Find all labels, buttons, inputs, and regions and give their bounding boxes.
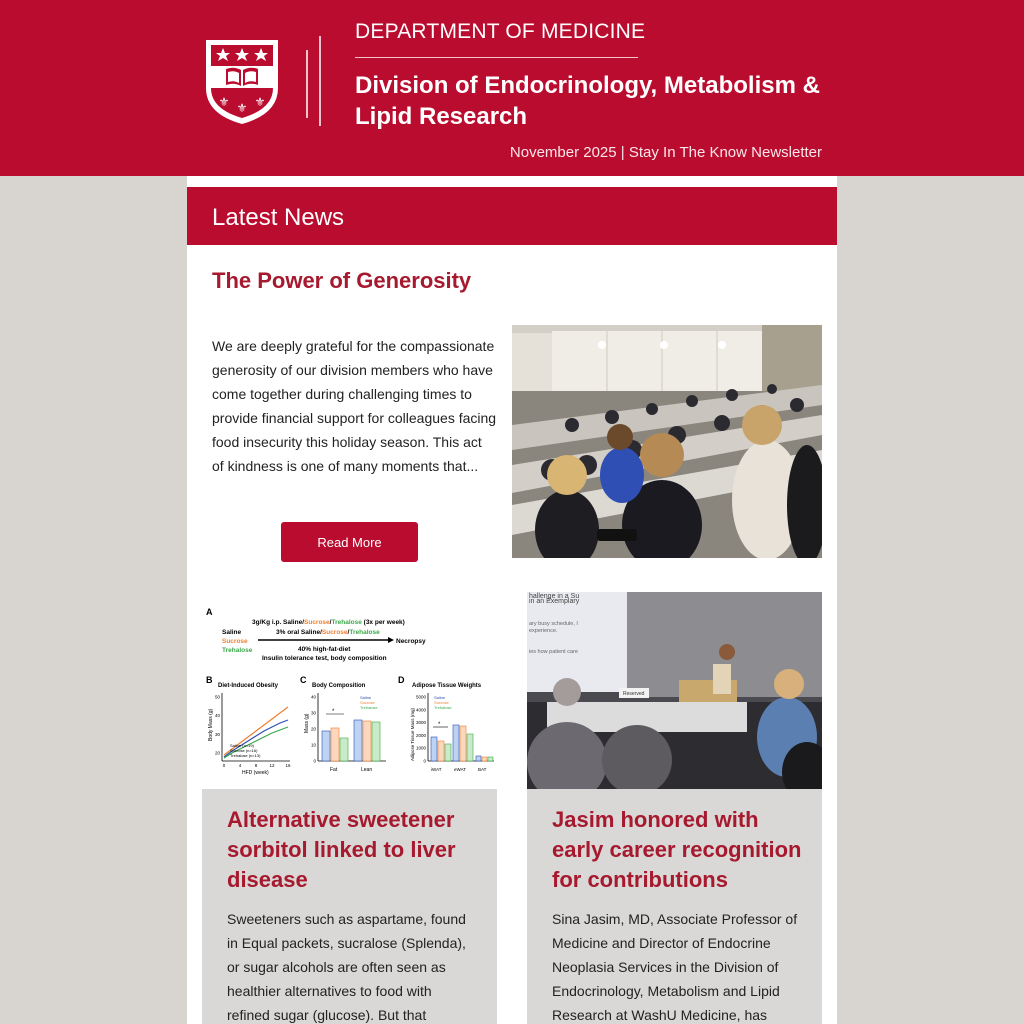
panel-b-xlabel: HFD (week) <box>242 770 269 776</box>
panel-c-legend-saline: Saline <box>360 695 372 700</box>
c-yticks-tick: 10 <box>310 742 316 748</box>
b-xticks-tick: 0 <box>222 763 226 768</box>
b-yticks-tick: 40 <box>214 713 220 719</box>
slide-text-4: experience. <box>529 628 558 634</box>
panel-c-title: Body Composition <box>312 683 366 689</box>
latest-news-banner <box>187 187 837 245</box>
slide-text-3: ary busy schedule, I <box>529 621 578 627</box>
b-xticks-tick: 8 <box>254 763 258 768</box>
newsletter-issue: November 2025 | Stay In The Know Newsletter <box>509 144 822 161</box>
article-title[interactable]: Jasim honored with early career recognition for contributions <box>552 807 802 892</box>
panel-b-x-ticks <box>223 763 291 768</box>
feature-summary: We are deeply grateful for the compassionate generosity of our division members who have come together during challenging times to provide financial support for colleagues facing food insecurity this holiday season. This act of kindness is one of many moments that... <box>212 338 497 474</box>
panel-c-legend-trehalose: Trehalose <box>360 705 378 710</box>
b-yticks-tick: 20 <box>214 750 220 756</box>
protocol-line-2: 3% oral Saline/Sucrose/Trehalose <box>276 629 380 636</box>
d-yticks-tick: 5000 <box>415 694 426 700</box>
b-yticks-tick: 30 <box>214 731 220 737</box>
d-yticks-tick: 4000 <box>415 707 426 713</box>
legend-trehalose: Trehalose <box>222 647 253 654</box>
panel-d-ylabel: Adipose Tissue Mass (mg) <box>410 707 415 761</box>
b-yticks-tick: 50 <box>214 694 220 700</box>
panel-b-label: B <box>206 675 213 685</box>
legend-sucrose: Sucrose <box>222 638 248 645</box>
panel-d-legend-saline: Saline <box>434 695 446 700</box>
newsletter-body <box>187 176 837 1024</box>
panel-c-y-ticks <box>311 695 317 764</box>
c-yticks-tick: 40 <box>310 694 316 700</box>
divider-line <box>306 50 308 118</box>
svg-text:⚜: ⚜ <box>254 95 266 109</box>
panel-b-ylabel: Body Mass (g) <box>208 708 214 741</box>
divider-line <box>319 36 321 126</box>
panel-d-cat-ewat: eWAT <box>454 767 466 772</box>
lecture-hall-photo[interactable] <box>512 325 822 558</box>
svg-text:⚜: ⚜ <box>236 101 248 115</box>
svg-text:⚜: ⚜ <box>218 95 230 109</box>
d-yticks-tick: 1000 <box>415 745 426 751</box>
speaker-event-photo[interactable] <box>527 592 822 789</box>
panel-c-sig-star: * <box>332 709 335 715</box>
protocol-line-1: 3g/Kg i.p. Saline/Sucrose/Trehalose (3x per week) <box>252 619 405 626</box>
legend-saline: Saline <box>222 629 242 636</box>
panel-d-title: Adipose Tissue Weights <box>412 683 482 689</box>
b-xticks-tick: 16 <box>285 763 291 768</box>
panel-c-ylabel: Mass (g) <box>304 713 310 733</box>
c-yticks-tick: 30 <box>310 710 316 716</box>
panel-b-legend-3: Trehalose (n=13) <box>230 753 261 758</box>
panel-c-cat-lean: Lean <box>361 767 373 773</box>
c-yticks-tick: 20 <box>310 726 316 732</box>
panel-d-legend-trehalose: Trehalose <box>434 705 452 710</box>
department-rule <box>355 57 638 58</box>
slide-text-5: ies how patient care <box>529 649 578 655</box>
panel-d-cat-iwat: iWAT <box>431 767 442 772</box>
slide-text-2: in an Exemplary <box>529 598 580 605</box>
reserved-sign: Reserved <box>623 691 645 697</box>
article-title[interactable]: Alternative sweetener sorbitol linked to liver disease <box>227 807 456 892</box>
article-summary: Sina Jasim, MD, Associate Professor of Medicine and Director of Endocrine Neoplasia Services in the Division of Endocrinology, Metabolism and Lipid Research at WashU Medicine, has <box>552 911 798 1023</box>
panel-c-cat-fat: Fat <box>330 767 338 773</box>
panel-d-cat-bat: BAT <box>478 767 487 772</box>
b-xticks-tick: 4 <box>238 763 242 768</box>
panel-d-y-ticks <box>416 695 427 764</box>
d-yticks-tick: 0 <box>423 758 426 764</box>
panel-c-bars <box>322 720 380 761</box>
tests-label: Insulin tolerance test, body composition <box>262 655 387 662</box>
article-summary: Sweeteners such as aspartame, found in Equal packets, sucralose (Splenda), or sugar alcohols are often seen as healthier alternatives to food with refined sugar (glucose). But that <box>227 911 466 1023</box>
d-yticks-tick: 3000 <box>415 720 426 726</box>
necropsy-label: Necropsy <box>396 638 426 645</box>
lecture-hall-illustration <box>512 325 822 558</box>
feature-title[interactable]: The Power of Generosity <box>212 268 472 293</box>
panel-b-y-ticks <box>215 695 221 756</box>
article-card-sorbitol[interactable] <box>202 789 497 1024</box>
university-shield-icon <box>202 36 282 126</box>
panel-d-legend-sucrose: Sucrose <box>434 700 449 705</box>
panel-b-title: Diet-Induced Obesity <box>218 683 279 689</box>
panel-c-label: C <box>300 675 307 685</box>
panel-d-bars <box>431 725 493 761</box>
panel-a-label: A <box>206 607 213 617</box>
slide-text-1: hallenge in a Su <box>529 593 580 600</box>
article-card-jasim[interactable] <box>527 789 822 1024</box>
panel-b-legend-2: Sucrose (n=16) <box>230 748 258 753</box>
division-title: Division of Endocrinology, Metabolism & Lipid Research <box>355 72 820 130</box>
d-yticks-tick: 2000 <box>415 732 426 738</box>
panel-c-legend-sucrose: Sucrose <box>360 700 375 705</box>
read-more-button[interactable]: Read More <box>281 522 418 562</box>
panel-d-label: D <box>398 675 405 685</box>
c-yticks-tick: 0 <box>313 758 316 764</box>
department-label: DEPARTMENT OF MEDICINE <box>355 20 646 43</box>
latest-news-title: Latest News <box>212 204 345 231</box>
b-xticks-tick: 12 <box>269 763 275 768</box>
panel-b-legend-1: Saline (n=19) <box>230 743 254 748</box>
research-figure[interactable] <box>202 601 497 789</box>
panel-d-sig-star: * <box>438 722 441 728</box>
newsletter-header <box>0 0 1024 176</box>
diet-label: 40% high-fat-diet <box>298 646 351 653</box>
